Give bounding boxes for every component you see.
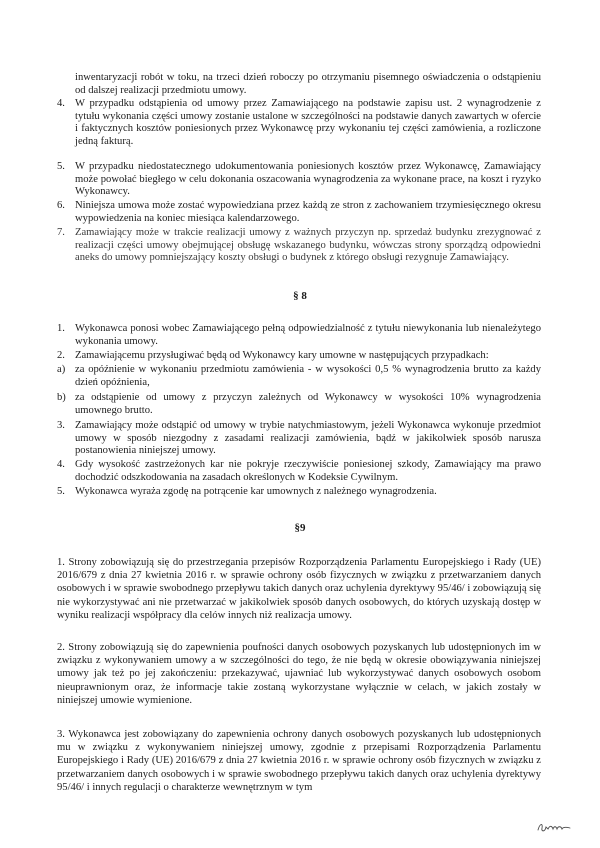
s8-item-3 [57,420,541,458]
s8-item-a [57,364,541,389]
s8-item-4-text: Gdy wysokość zastrzeżonych kar nie pokryje rzeczywiście poniesionej szkody, Zamawiający ma prawo dochodzić odszkodowania na zasadach określonych w Kodeksie Cywilnym. [75,459,541,483]
s8-item-1-number: 1. [57,323,65,334]
p7-item-6-text: Niniejsza umowa może zostać wypowiedziana przez każdą ze stron z zachowaniem trzymiesięcznego okresu wypowiedzenia na koniec miesiąca kalendarzowego. [75,200,541,224]
s8-item-3-text: Zamawiający może odstąpić od umowy w trybie natychmiastowym, jeżeli Wykonawca wykonuje przedmiot umowy w sposób niezgodny z zasadami realizacji zamówienia, bądź w jakikolwiek sposób narusza postanowienia niniejszej umowy. [75,420,541,457]
signature-image [536,820,572,834]
s8-item-1 [57,323,541,348]
s8-item-3-number: 3. [57,420,65,431]
s8-item-5-number: 5. [57,486,65,497]
s8-item-2-number: 2. [57,350,65,361]
intro-continuation: inwentaryzacji robót w toku, na trzeci dzień roboczy po otrzymaniu pisemnego oświadczenia o odstąpieniu od dalszej realizacji przedmiotu umowy. [75,72,541,96]
section-8-heading: § 8 [293,290,307,302]
s8-item-b [57,392,541,417]
p7-item-5-number: 5. [57,161,65,172]
s8-item-5 [57,486,541,499]
p7-item-5-text: W przypadku niedostatecznego udokumentowania poniesionych kosztów przez Wykonawcę, Zamawiający może powołać biegłego w celu dokonania oszacowania wynagrodzenia za wykonane prace, na koszt i ryzyko Wykonawcy. [75,161,541,198]
s8-item-2-text: Zamawiającemu przysługiwać będą od Wykonawcy kary umowne w następujących przypadkach: [75,350,489,361]
s9-paragraph-1: 1. Strony zobowiązują się do przestrzegania przepisów Rozporządzenia Parlamentu Europejskiego i Rady (UE) 2016/679 z dnia 27 kwietnia 2016 r. w sprawie ochrony osób fizycznych w związku z przetwarzaniem danych osobowych i w sprawie swobodnego przepływu takich danych oraz uchylenia dyrektywy 95/46/ i zobowiązują się nie wykorzystywać ani nie przetwarzać w jakikolwiek sposób danych osobowych, do których uzyskają dostęp w wyniku realizacji współpracy dla celów innych niż realizacja umowy. [57,557,541,621]
p7-item-6 [57,200,541,225]
s8-item-2 [57,350,541,363]
s8-item-4 [57,459,541,484]
s8-item-b-text: za odstąpienie od umowy z przyczyn zależnych od Wykonawcy w wysokości 10% wynagrodzenia umownego brutto. [75,392,541,416]
s8-item-a-text: za opóźnienie w wykonaniu przedmiotu zamówienia - w wysokości 0,5 % wynagrodzenia brutto za każdy dzień opóźnienia, [75,364,541,388]
s8-item-5-text: Wykonawca wyraża zgodę na potrącenie kar umownych z należnego wynagrodzenia. [75,486,437,497]
p7-item-6-number: 6. [57,200,65,211]
s9-paragraph-2: 2. Strony zobowiązują się do zapewnienia poufności danych osobowych pozyskanych lub udostępnionych im w związku z wykonywaniem umowy a w szczególności do tego, że nie będą w okresie obowiązywania niniejszej umowy jak też po jej zakończeniu: przekazywać, ujawniać lub wykorzystywać danych osobowych osobom nieuprawnionym oraz, że informacje takie zostaną wykorzystane wyłącznie w celach, w jakich zostały w niniejszej umowie wymienione. [57,642,541,706]
p7-item-7 [57,227,541,265]
p7-item-5 [57,161,541,199]
s8-item-b-number: b) [57,392,66,403]
section-9-heading: §9 [294,522,306,534]
s8-item-1-text: Wykonawca ponosi wobec Zamawiającego pełną odpowiedzialność z tytułu niewykonania lub nienależytego wykonania umowy. [75,323,541,347]
p7-item-4-text: W przypadku odstąpienia od umowy przez Zamawiającego na podstawie zapisu ust. 2 wynagrodzenie z tytułu wykonania części umowy zostanie ustalone w szczególności na podstawie danych zawartych w ofercie i faktycznych kosztów poniesionych przez Wykonawcę przy wykonaniu tej części zamówienia, a rozliczone jedną fakturą. [75,98,541,147]
p7-item-4 [57,98,541,148]
s8-item-a-number: a) [57,364,66,375]
p7-item-7-text: Zamawiający może w trakcie realizacji umowy z ważnych przyczyn np. sprzedaż budynku zrezygnować z realizacji części umowy obejmującej obsługę wskazanego budynku, wówczas strony sporządzą odpowiedni aneks do umowy pomniejszający koszty obsługi o budynek z którego obsługi rezygnuje Zamawiający. [75,227,541,264]
p7-item-7-number: 7. [57,227,65,238]
s9-paragraph-3: 3. Wykonawca jest zobowiązany do zapewnienia ochrony danych osobowych pozyskanych lub udostępnionych mu w związku z wykonywaniem niniejszej umowy, zgodnie z przepisami Rozporządzenia Parlamentu Europejskiego i Rady (UE) 2016/679 z dnia 27 kwietnia 2016 r. w sprawie ochrony osób fizycznych w związku z przetwarzaniem danych osobowych i w sprawie swobodnego przepływu takich danych oraz uchylenia dyrektywy 95/46/ i innych regulacji o charakterze wewnętrznym w tym [57,729,541,793]
s8-item-4-number: 4. [57,459,65,470]
p7-item-4-number: 4. [57,98,65,109]
